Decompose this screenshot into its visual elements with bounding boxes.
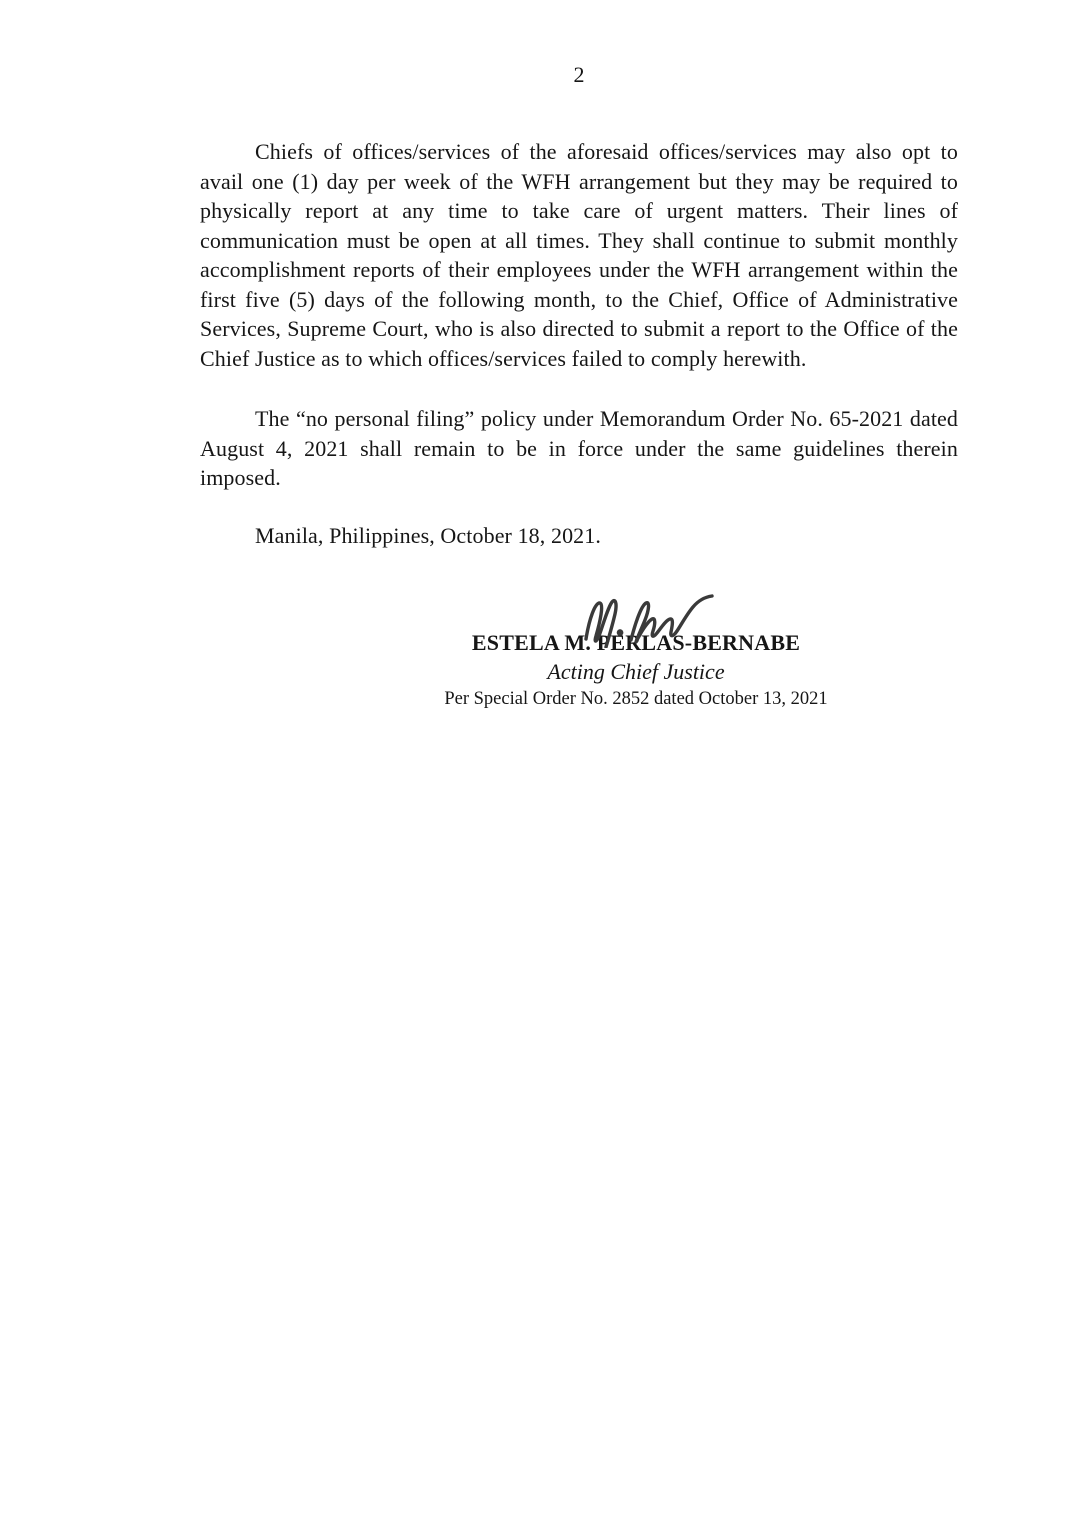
signatory-name: ESTELA M. PERLAS-BERNABE: [471, 630, 801, 655]
dateline: Manila, Philippines, October 18, 2021.: [255, 522, 601, 548]
document-body: [0, 0, 1086, 712]
handwritten-signature-icon: [579, 590, 721, 648]
signature-block: [257, 590, 1015, 712]
signatory-authority-note: Per Special Order No. 2852 dated October 13, 2021: [444, 689, 828, 709]
signatory-title: Acting Chief Justice: [547, 659, 725, 684]
paragraph-no-personal-filing: The “no personal filing” policy under Memorandum Order No. 65-2021 dated August 4, 2021 shall remain to be in force under the same guidelines therein imposed.: [200, 406, 958, 490]
page-number: 2: [573, 62, 585, 87]
paragraph-wfh-chiefs: Chiefs of offices/services of the aforesaid offices/services may also opt to avail one (1) day per week of the WFH arrangement but they may be required to physically report at any time to take care of urgent matters. Their lines of communication must be open at all times. They shall continue to submit monthly accomplishment reports of their employees under the WFH arrangement within the first five (5) days of the following month, to the Chief, Office of Administrative Services, Supreme Court, who is also directed to submit a report to the Office of the Chief Justice as to which offices/services failed to comply herewith.: [200, 139, 958, 371]
